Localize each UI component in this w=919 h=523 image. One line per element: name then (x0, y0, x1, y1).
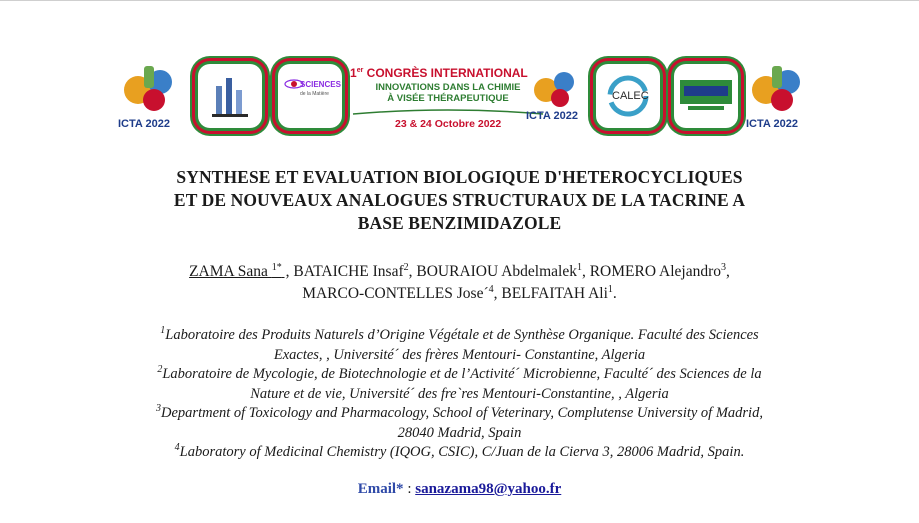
affiliation-4: $^4$Laboratory of Medicinal Chemistry (IQOG, CSIC), C/Juan de la Cierva 3, 28006 Madrid, Spain. (174, 442, 745, 460)
author-bataiche: BATAICHE Insaf (289, 263, 404, 280)
title-line-1: SYNTHESE ET EVALUATION BIOLOGIQUE D'HETEROCYCLIQUES (176, 167, 743, 187)
affiliation-3: $^3$Department of Toxicology and Pharmacology, School of Veterinary, Complutense University of Madrid, 28040 Madrid, Spain (156, 403, 763, 441)
calec-label: CALEC (612, 90, 649, 102)
abstract-title (60, 166, 859, 235)
icta-emblem-icon (744, 60, 810, 116)
partner-logo-frame-1 (198, 64, 262, 128)
icta-label-left: ICTA 2022 (118, 118, 170, 130)
author-list (60, 261, 859, 305)
sciences-label: SCIENCES (300, 80, 341, 89)
email-link[interactable]: sanazama98@yahoo.fr (415, 481, 562, 497)
icta-logo-left (116, 60, 182, 134)
author-marco-contelles: MARCO-CONTELLES Jose´ (302, 285, 489, 302)
icta-emblem-icon (116, 60, 182, 116)
icta-logo-right (744, 60, 810, 134)
affiliation-1: $^1$Laboratoire des Produits Naturels d’Origine Végétale et de Synthèse Organique. Faculté des Sciences Exactes, , Université´ des frères Mentouri- Constantine, Algeria (160, 325, 759, 363)
congress-title-block (348, 56, 548, 134)
university-building-icon (210, 72, 250, 120)
faculty-badge-icon (680, 74, 732, 118)
author-line-2: MARCO-CONTELLES Jose´$^4$, BELFAITAH Ali$^1$. (302, 283, 617, 302)
affiliation-list (60, 326, 859, 463)
author-zama: ZAMA Sana $^{1*}$ , (189, 261, 290, 280)
title-line-2: ET DE NOUVEAUX ANALOGUES STRUCTURAUX DE LA TACRINE A (173, 190, 746, 210)
author-belfaitah: , BELFAITAH Ali (493, 285, 608, 302)
affiliation-2: $^2$Laboratoire de Mycologie, de Biotechnologie et de l’Activité´ Microbienne, Faculté´ des Sciences de la Nature et de vie, Université´ des fre`res Mentouri-Constantine, , Algeria (157, 364, 762, 402)
page-top-border (0, 0, 919, 1)
partner-logo-frame-2 (278, 64, 342, 128)
author-bouraiou: , BOURAIOU Abdelmalek (408, 263, 577, 280)
congress-title: 1er CONGRÈS INTERNATIONAL (350, 66, 528, 80)
conference-banner (108, 56, 808, 134)
contact-email (60, 481, 859, 498)
icta-logo-middle (528, 64, 588, 134)
congress-subtitle: INNOVATIONS DANS LA CHIMIE À VISÉE THÉRAPEUTIQUE (375, 82, 521, 104)
title-line-3: BASE BENZIMIDAZOLE (357, 213, 562, 233)
congress-divider-swoosh (348, 108, 548, 118)
author-line-1: ZAMA Sana $^{1*}$ , BATAICHE Insaf$^2$, BOURAIOU Abdelmalek$^1$, ROMERO Alejandro$^3$, (189, 261, 730, 280)
sciences-sublabel: de la Matière (300, 91, 329, 97)
partner-logo-frame-4 (674, 64, 738, 128)
icta-label-middle: ICTA 2022 (526, 110, 578, 122)
icta-label-right: ICTA 2022 (746, 118, 798, 130)
email-separator: : (403, 481, 416, 497)
icta-emblem-icon (528, 64, 582, 112)
congress-date: 23 & 24 Octobre 2022 (395, 118, 502, 130)
partner-logo-frame-calec (596, 64, 660, 128)
author-romero: , ROMERO Alejandro (581, 263, 722, 280)
email-label: Email* (357, 481, 404, 497)
